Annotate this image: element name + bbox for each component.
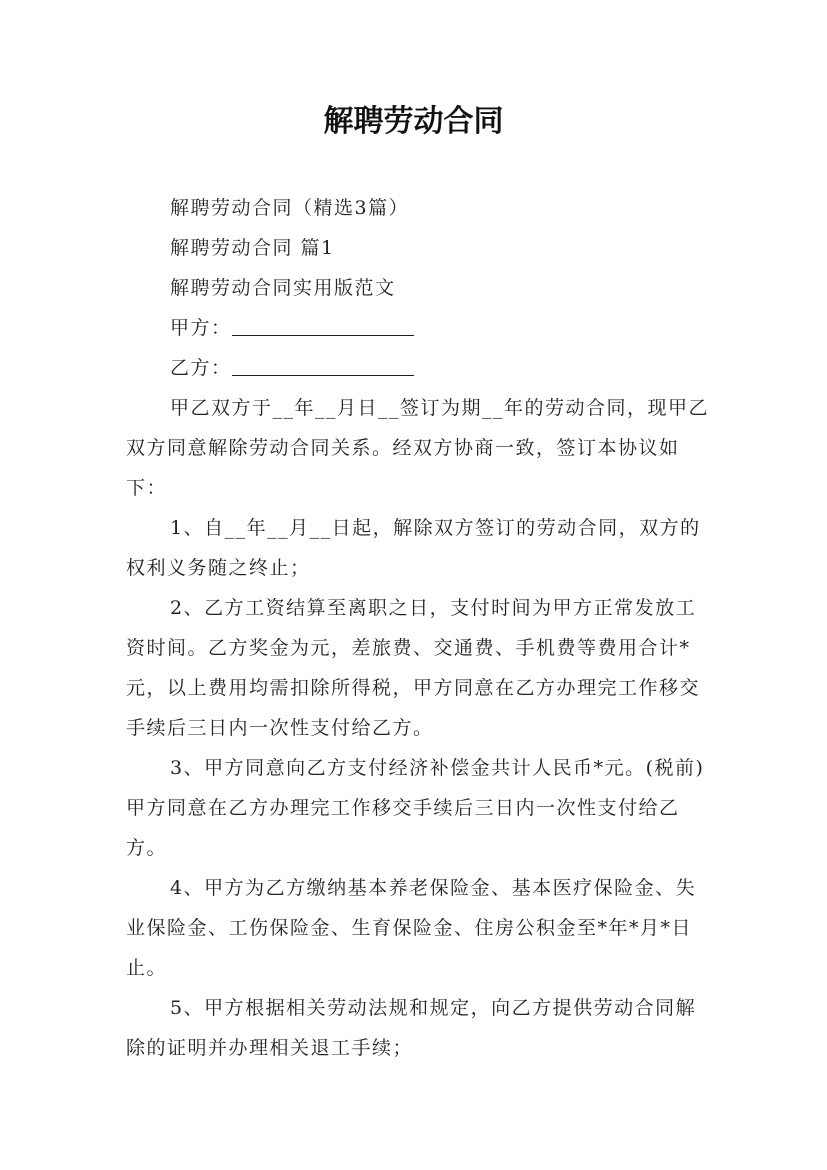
section-subheading: 解聘劳动合同实用版范文 bbox=[170, 277, 396, 299]
party-b-label: 乙方： bbox=[170, 357, 232, 379]
document-title: 解聘劳动合同 bbox=[323, 104, 504, 139]
party-a-line bbox=[126, 308, 716, 348]
clause-2: 2、乙方工资结算至离职之日，支付时间为甲方正常发放工资时间。乙方奖金为元，差旅费、交通费、手机费等费用合计*元，以上费用均需扣除所得税，甲方同意在乙方办理完工作移交手续后三日内一次性支付给乙方。 bbox=[126, 597, 701, 739]
clause-3: 3、甲方同意向乙方支付经济补偿金共计人民币*元。(税前)甲方同意在乙方办理完工作移交手续后三日内一次性支付给乙方。 bbox=[126, 757, 705, 859]
intro-paragraph: 甲乙双方于__年__月日__签订为期__年的劳动合同，现甲乙双方同意解除劳动合同关系。经双方协商一致，签订本协议如下： bbox=[126, 397, 710, 499]
subtitle-paragraph: 解聘劳动合同（精选3篇） bbox=[170, 197, 410, 219]
clause-4: 4、甲方为乙方缴纳基本养老保险金、基本医疗保险金、失业保险金、工伤保险金、生育保险金、住房公积金至*年*月*日止。 bbox=[126, 877, 697, 979]
party-b-blank bbox=[232, 357, 414, 376]
clause-1: 1、自__年__月__日起，解除双方签订的劳动合同，双方的权利义务随之终止； bbox=[126, 517, 701, 579]
party-b-line bbox=[126, 348, 716, 388]
party-a-blank bbox=[232, 317, 414, 336]
section-heading: 解聘劳动合同 篇1 bbox=[170, 237, 335, 259]
clause-5: 5、甲方根据相关劳动法规和规定，向乙方提供劳动合同解除的证明并办理相关退工手续； bbox=[126, 997, 697, 1059]
document-body bbox=[126, 188, 716, 1068]
party-a-label: 甲方： bbox=[170, 317, 232, 339]
